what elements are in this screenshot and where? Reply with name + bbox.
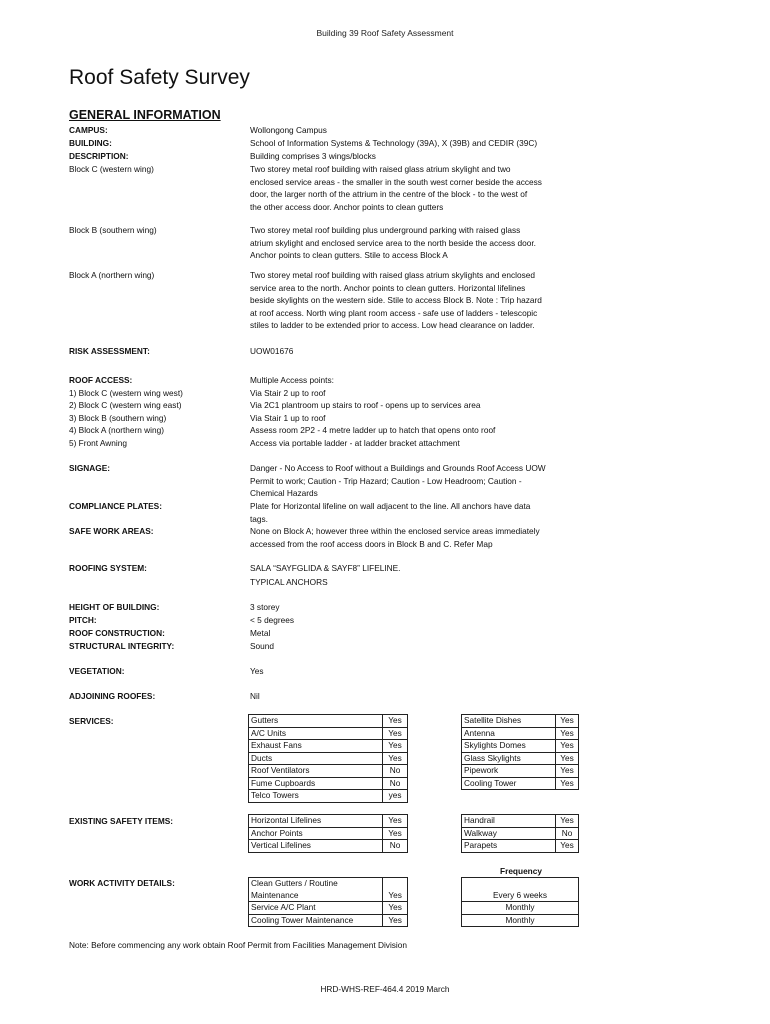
compliance-label: COMPLIANCE PLATES: [69,501,162,511]
access-point-value: Access via portable ladder - at ladder bracket attachment [250,437,460,448]
document-reference: HRD-WHS-REF-464.4 2019 March [320,984,450,994]
text-line: TYPICAL ANCHORS [250,576,328,587]
text-line: at roof access. North wing plant room access - safe use of ladders - telescopic [250,307,538,318]
signage-label: SIGNAGE: [69,463,111,473]
table-row [462,715,579,728]
height-value: 3 storey [250,602,280,612]
vegetation-value: Yes [250,666,264,676]
item-status: No [383,840,408,853]
service-status: Yes [383,715,408,728]
risk-value: UOW01676 [250,346,294,356]
service-name: Roof Ventilators [249,765,383,778]
text-line: Two storey metal roof building with raised glass atrium skylights and enclosed [250,270,535,280]
table-row [249,777,408,790]
adjoining-label: ADJOINING ROOFES: [69,691,156,701]
building-label: BUILDING: [69,138,112,148]
item-name: Vertical Lifelines [249,840,383,853]
table-row [462,840,579,853]
table-row [249,878,408,890]
item-name: Horizontal Lifelines [249,815,383,828]
service-name: Telco Towers [249,790,383,803]
item-status: Yes [556,840,579,853]
service-status: No [383,765,408,778]
text-line: beside skylights on the western side. Stile to access Block B. Note : Trip hazard [250,295,542,305]
access-point-value: Via 2C1 plantroom up stairs to roof - opens up to services area [250,400,481,410]
construction-value: Metal [250,628,271,638]
services-label: SERVICES: [69,716,114,726]
table-row [249,740,408,753]
text-line: the other access door. Anchor points to clean gutters [250,201,444,212]
table-row [462,727,579,740]
service-name: Fume Cupboards [249,777,383,790]
service-status: Yes [556,715,579,728]
text-line: SALA “SAYFGLIDA & SAYF8” LIFELINE. [250,563,401,573]
roofing-value [250,562,580,589]
task-status: Yes [383,890,408,902]
service-name: Ducts [249,752,383,765]
text-line: door, the larger north of the attrium in the centre of the block - to the west of [250,189,528,199]
text-line: Two storey metal roof building with raised glass atrium skylight and two [250,164,511,174]
access-point-label: 2) Block C (western wing east) [69,400,182,410]
campus-label: CAMPUS: [69,125,108,135]
frequency-value: Monthly [462,914,579,927]
table-row [249,840,408,853]
table-row [462,765,579,778]
frequency-value: Monthly [462,902,579,915]
frequency-blank [462,878,579,890]
table-row [249,765,408,778]
height-label: HEIGHT OF BUILDING: [69,602,160,612]
block-c-label: Block C (western wing) [69,164,154,174]
risk-label: RISK ASSESSMENT: [69,346,150,356]
table-row [249,790,408,803]
building-value: School of Information Systems & Technology (39A), X (39B) and CEDIR (39C) [250,138,538,148]
table-row [249,752,408,765]
signage-value [250,462,580,500]
service-name: Skylights Domes [462,740,556,753]
task-status: Yes [383,914,408,927]
table-row [462,902,579,915]
text-line: Chemical Hazards [250,488,318,498]
service-status: Yes [556,727,579,740]
block-c-description [250,163,580,213]
task-status-blank [383,878,408,890]
safety-items-table-left [248,814,408,853]
integrity-value: Sound [250,641,274,651]
services-table-right [461,714,579,790]
page-title: Roof Safety Survey [69,66,250,89]
table-row [249,890,408,902]
table-row [249,914,408,927]
access-point-label: 4) Block A (northern wing) [69,425,164,435]
text-line: atrium skylight and enclosed service area to the north beside the access door. [250,237,536,248]
table-row [249,715,408,728]
service-name: A/C Units [249,727,383,740]
construction-label: ROOF CONSTRUCTION: [69,628,165,638]
roof-access-label: ROOF ACCESS: [69,375,133,385]
table-row [249,815,408,828]
task-status: Yes [383,902,408,915]
integrity-label: STRUCTURAL INTEGRITY: [69,641,175,651]
service-status: Yes [556,765,579,778]
item-name: Walkway [462,827,556,840]
frequency-table [461,877,579,927]
roof-access-labels [69,374,244,449]
text-line: stiles to ladder to be extended prior to access. Low head clearance on ladder. [250,320,535,330]
access-point-label: 5) Front Awning [69,437,127,448]
text-line: service area to the north. Anchor points to clean gutters. Horizontal lifelines [250,282,526,293]
task-name: Maintenance [249,890,383,902]
service-name: Antenna [462,727,556,740]
vegetation-label: VEGETATION: [69,666,125,676]
table-row [462,827,579,840]
block-b-label: Block B (southern wing) [69,225,157,235]
compliance-value [250,500,580,525]
text-line: None on Block A; however three within the enclosed service areas immediately [250,526,540,536]
work-activity-table [248,877,408,927]
campus-value: Wollongong Campus [250,125,327,135]
text-line: Permit to work; Caution - Trip Hazard; Caution - Low Headroom; Caution - [250,475,522,486]
service-name: Glass Skylights [462,752,556,765]
section-heading: GENERAL INFORMATION [69,108,221,122]
service-name: Exhaust Fans [249,740,383,753]
safe-work-label: SAFE WORK AREAS: [69,526,154,536]
services-table-left [248,714,408,803]
roof-access-values [250,374,580,449]
service-status: Yes [556,777,579,790]
pitch-value: < 5 degrees [250,615,295,625]
safe-work-value [250,525,580,550]
block-a-label: Block A (northern wing) [69,270,155,280]
item-name: Handrail [462,815,556,828]
table-row [462,878,579,890]
table-row [249,727,408,740]
task-name: Service A/C Plant [249,902,383,915]
safety-items-table-right [461,814,579,853]
access-point-value: Multiple Access points: [250,375,334,385]
task-name: Cooling Tower Maintenance [249,914,383,927]
service-status: Yes [383,740,408,753]
service-status: Yes [383,752,408,765]
service-name: Cooling Tower [462,777,556,790]
access-point-label: 3) Block B (southern wing) [69,412,167,423]
service-name: Gutters [249,715,383,728]
work-activity-label: WORK ACTIVITY DETAILS: [69,878,175,888]
access-point-label: 1) Block C (western wing west) [69,387,183,398]
table-row [249,827,408,840]
safety-items-label: EXISTING SAFETY ITEMS: [69,816,174,826]
access-point-value: Assess room 2P2 - 4 metre ladder up to hatch that opens onto roof [250,425,496,435]
text-line: Anchor points to clean gutters. Stile to access Block A [250,250,448,260]
adjoining-value: Nil [250,691,260,701]
pitch-label: PITCH: [69,615,97,625]
table-row [462,890,579,902]
service-name: Satellite Dishes [462,715,556,728]
frequency-value: Every 6 weeks [462,890,579,902]
permit-note: Note: Before commencing any work obtain Roof Permit from Facilities Management Division [69,940,408,950]
table-row [249,902,408,915]
service-status: Yes [556,740,579,753]
service-status: yes [383,790,408,803]
table-row [462,914,579,927]
item-name: Anchor Points [249,827,383,840]
access-point-value: Via Stair 2 up to roof [250,387,326,398]
text-line: tags. [250,513,268,524]
block-b-description [250,224,580,262]
text-line: enclosed service areas - the smaller in the south west corner beside the access [250,176,542,187]
table-row [462,777,579,790]
description-label: DESCRIPTION: [69,151,129,161]
item-status: Yes [383,827,408,840]
description-value: Building comprises 3 wings/blocks [250,151,376,161]
item-status: Yes [556,815,579,828]
table-row [462,752,579,765]
text-line: Plate for Horizontal lifeline on wall adjacent to the line. All anchors have data [250,501,531,511]
table-row [462,740,579,753]
service-status: Yes [556,752,579,765]
page-header: Building 39 Roof Safety Assessment [316,28,454,38]
roofing-label: ROOFING SYSTEM: [69,563,147,573]
frequency-header: Frequency [500,866,542,876]
text-line: Two storey metal roof building plus underground parking with raised glass [250,225,521,235]
item-status: Yes [383,815,408,828]
task-name: Clean Gutters / Routine [249,878,383,890]
service-name: Pipework [462,765,556,778]
service-status: Yes [383,727,408,740]
block-a-description [250,269,580,332]
table-row [462,815,579,828]
service-status: No [383,777,408,790]
item-name: Parapets [462,840,556,853]
access-point-value: Via Stair 1 up to roof [250,412,326,423]
text-line: accessed from the roof access doors in Block B and C. Refer Map [250,538,493,549]
text-line: Danger - No Access to Roof without a Buildings and Grounds Roof Access UOW [250,463,546,473]
item-status: No [556,827,579,840]
